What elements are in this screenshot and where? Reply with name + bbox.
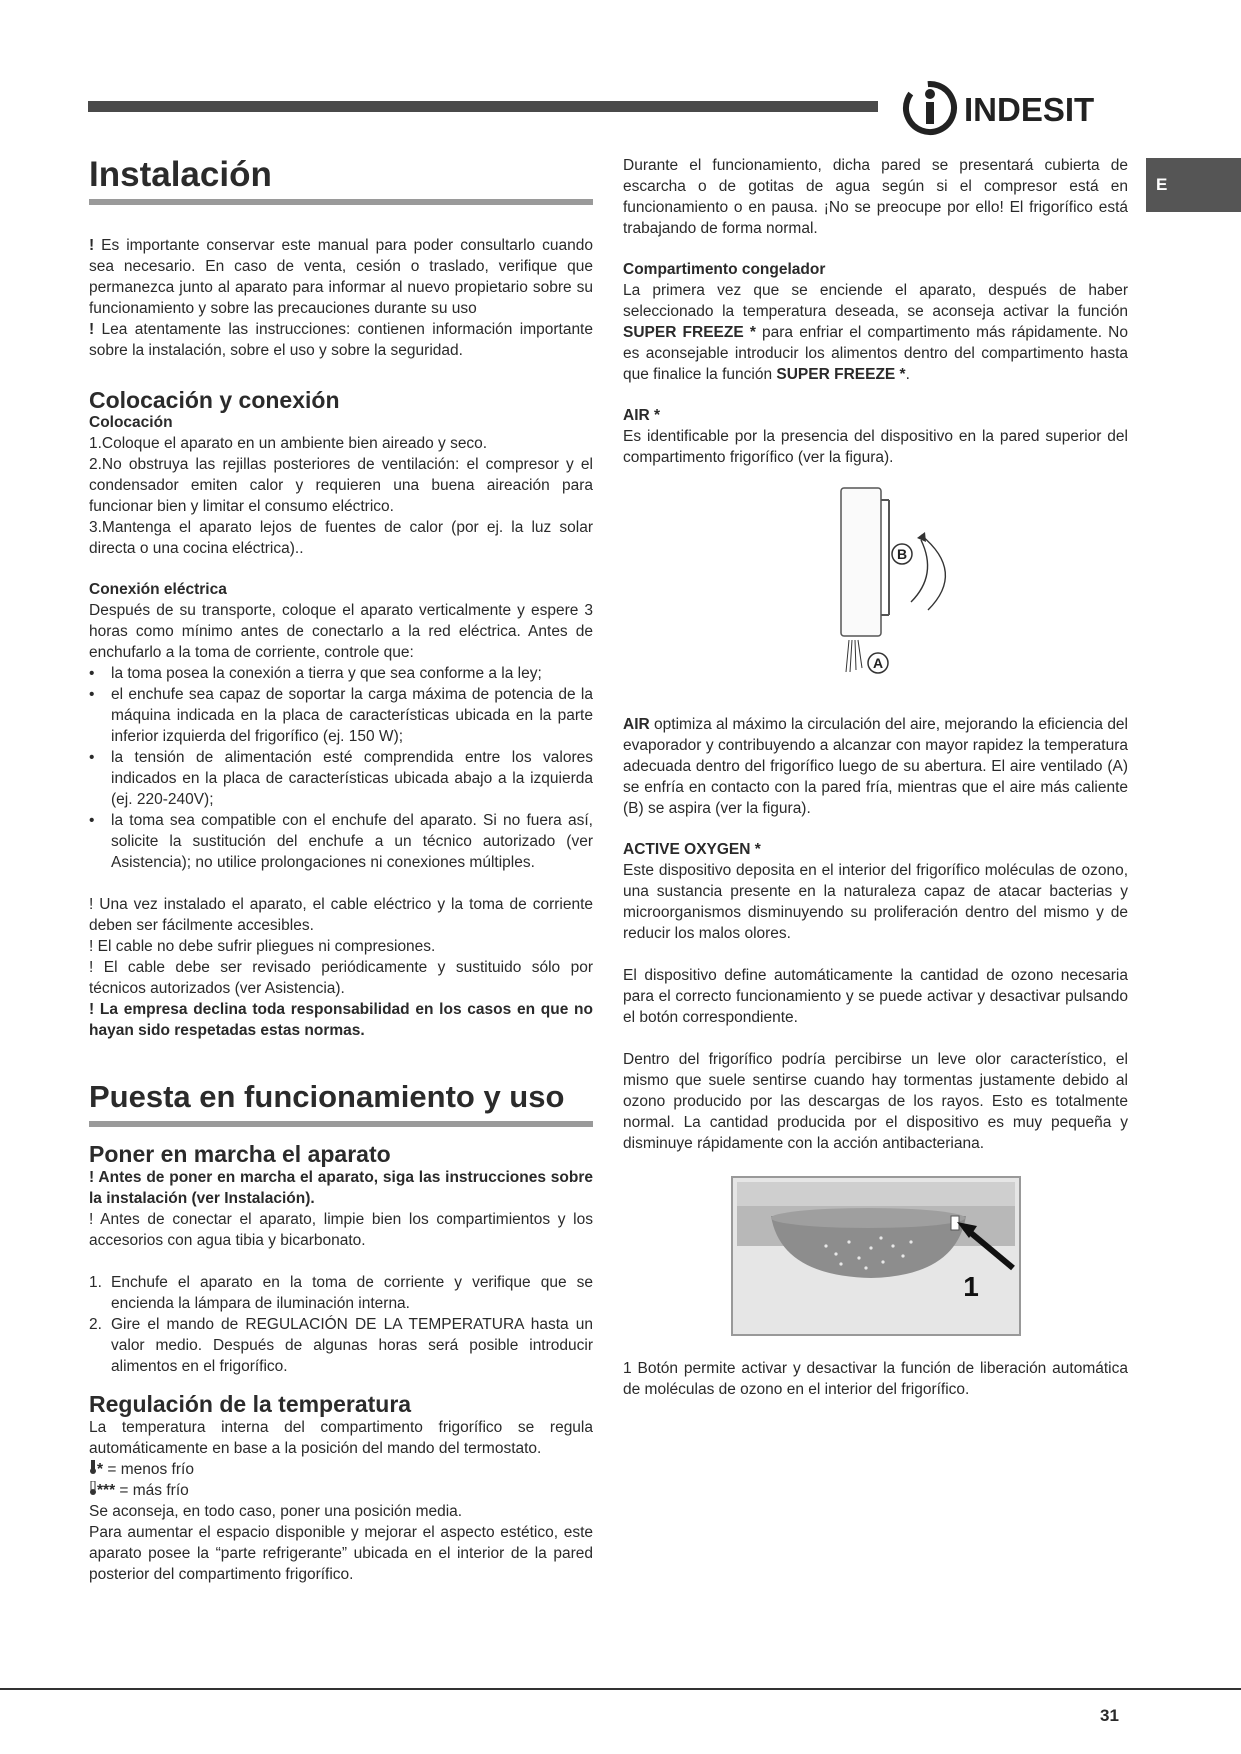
install-para-1: ! Es importante conservar este manual para poder consultarlo cuando sea necesario. En caso de venta, cesión o traslado, verifique que permanezca junto al aparato para informar al nuevo propietario sobre su funcionamiento y sobre las precauciones durante su uso [89,237,593,317]
warning-4: ! La empresa declina toda responsabilidad en los casos en que no hayan sido respetadas estas normas. [89,1001,593,1039]
use-title: Puesta en funcionamiento y uso [89,1077,593,1127]
electric-list [89,663,593,873]
placement-subtitle: Colocación [89,414,173,431]
air-para-2: AIR optimiza al máximo la circulación del aire, mejorando la eficiencia del evaporador y contribuyendo a alcanzar con mayor rapidez la temperatura adecuada dentro del frigorífico luego de su abertura. El aire ventilado (A) se enfría en contacto con la pared fría, mientras que el aire más caliente (B) se aspira (ver la figura). [623,716,1128,817]
placement-item-3: 3.Mantenga el aparato lejos de fuentes de calor (por ej. la luz solar directa o una cocina eléctrica).. [89,519,593,557]
right-column [623,155,1128,1400]
start-title: Poner en marcha el aparato [89,1141,391,1167]
air-para-1: Es identificable por la presencia del dispositivo en la pared superior del compartimento frigorífico (ver la figura). [623,428,1128,466]
ozone-device-photo [731,1176,1021,1336]
start-warning-2: ! Antes de conectar el aparato, limpie bien los compartimientos y los accesorios con agua tibia y bicarbonato. [89,1211,593,1249]
figure-label-a: A [872,655,883,671]
temp-less-cold: * = menos frío [89,1459,593,1480]
brand-text: INDESIT [964,91,1095,128]
left-column [89,155,593,1585]
temp-para-1: La temperatura interna del compartimento frigorífico se regula automáticamente en base a la posición del mando del termostato. [89,1419,593,1457]
start-steps [89,1272,593,1377]
freezer-title: Compartimento congelador [623,261,826,278]
right-intro: Durante el funcionamiento, dicha pared se presentará cubierta de escarcha o de gotitas de agua según si el compresor está en funcionamiento o en pausa. ¡No se preocupe por ello! El frigorífico está trabajando de forma normal. [623,157,1128,237]
figure-label-b: B [896,546,907,562]
page-number: 31 [1100,1706,1119,1725]
placement-item-2: 2.No obstruya las rejillas posteriores de ventilación: el compresor y el condensador emiten calor y requieren una buena aireación para funcionar bien y limitar el consumo eléctrico. [89,456,593,515]
air-title: AIR * [623,407,661,424]
start-warning-bold: ! Antes de poner en marcha el aparato, siga las instrucciones sobre la instalación (ver Instalación). [89,1169,593,1207]
temp-para-2: Se aconseja, en todo caso, poner una posición media. [89,1503,463,1520]
air-diagram [796,480,956,700]
temp-para-3: Para aumentar el espacio disponible y mejorar el aspecto estético, este aparato posee la “parte refrigerante” ubicada en el interior de la pared posterior del compartimento frigorífico. [89,1524,593,1583]
thermometer-icon [89,1460,97,1474]
warning-1: ! Una vez instalado el aparato, el cable eléctrico y la toma de corriente deben ser fácilmente accesibles. [89,896,593,934]
language-tab: E [1146,158,1241,212]
temp-more-cold: *** = más frío [89,1480,593,1501]
thermometer-icon [89,1481,97,1495]
list-item: • el enchufe sea capaz de soportar la carga máxima de potencia de la máquina indicada en la placa de características ubicada en la parte inferior izquierda del frigorífico (ej. 150 W); [111,684,593,747]
warning-2: ! El cable no debe sufrir pliegues ni compresiones. [89,938,436,955]
indesit-logo [900,74,1130,142]
oxygen-para-1: Este dispositivo deposita en el interior del frigorífico moléculas de ozono, una sustancia presente en la naturaleza capaz de atacar bacterias y microorganismos disminuyendo su proliferación dentro del mismo y de reducir los malos olores. [623,862,1128,942]
list-item: • la toma sea compatible con el enchufe del aparato. Si no fuera así, solicite la sustitución del enchufe a un técnico autorizado (ver Asistencia); no utilice prolongaciones ni conexiones múltiples. [111,810,593,873]
placement-title: Colocación y conexión [89,387,340,413]
list-item: 1. Enchufe el aparato en la toma de corriente y verifique que se encienda la lámpara de iluminación interna. [89,1274,593,1312]
list-item: • la tensión de alimentación esté comprendida entre los valores indicados en la placa de características ubicada abajo a la izquierda (ej. 220-240V); [111,747,593,810]
electric-intro: Después de su transporte, coloque el aparato verticalmente y espere 3 horas como mínimo antes de conectarlo a la red eléctrica. Antes de enchufarlo a la toma de corriente, controle que: [89,602,593,661]
install-title: Instalación [89,155,593,205]
list-item: 2. Gire el mando de REGULACIÓN DE LA TEMPERATURA hasta un valor medio. Después de algunas horas será posible introducir alimentos en el frigorífico. [89,1316,593,1375]
oxygen-para-2: El dispositivo define automáticamente la cantidad de ozono necesaria para el correcto funcionamiento y se puede activar y desactivar pulsando el botón correspondiente. [623,967,1128,1026]
footer-rule [0,1688,1241,1690]
header-rule [88,101,878,112]
photo-caption: 1 Botón permite activar y desactivar la función de liberación automática de moléculas de ozono en el interior del frigorífico. [623,1360,1128,1398]
list-item: • la toma posea la conexión a tierra y que sea conforme a la ley; [111,663,593,684]
warning-3: ! El cable debe ser revisado periódicamente y sustituido sólo por técnicos autorizados (ver Asistencia). [89,959,593,997]
electric-subtitle: Conexión eléctrica [89,581,227,598]
install-para-2: ! Lea atentamente las instrucciones: contienen información importante sobre la instalación, sobre el uso y sobre la seguridad. [89,321,593,359]
temp-title: Regulación de la temperatura [89,1391,412,1417]
oxygen-para-3: Dentro del frigorífico podría percibirse un leve olor característico, el mismo que suele sentirse cuando hay tormentas justamente debido al ozono producido por las descargas de los rayos. Esto es totalmente normal. La cantidad producida por el dispositivo es muy pequeña y disminuye rápidamente con la acción antibacteriana. [623,1051,1128,1152]
photo-label: 1 [962,1271,979,1302]
freezer-para: La primera vez que se enciende el aparato, después de haber seleccionado la temperatura deseada, se aconseja activar la función SUPER FREEZE * para enfriar el compartimento más rápidamente. No es aconsejable introducir los alimentos dentro del compartimento hasta que finalice la función SUPER FREEZE *. [623,282,1128,383]
placement-item-1: 1.Coloque el aparato en un ambiente bien aireado y seco. [89,435,488,452]
oxygen-title: ACTIVE OXYGEN * [623,841,761,858]
